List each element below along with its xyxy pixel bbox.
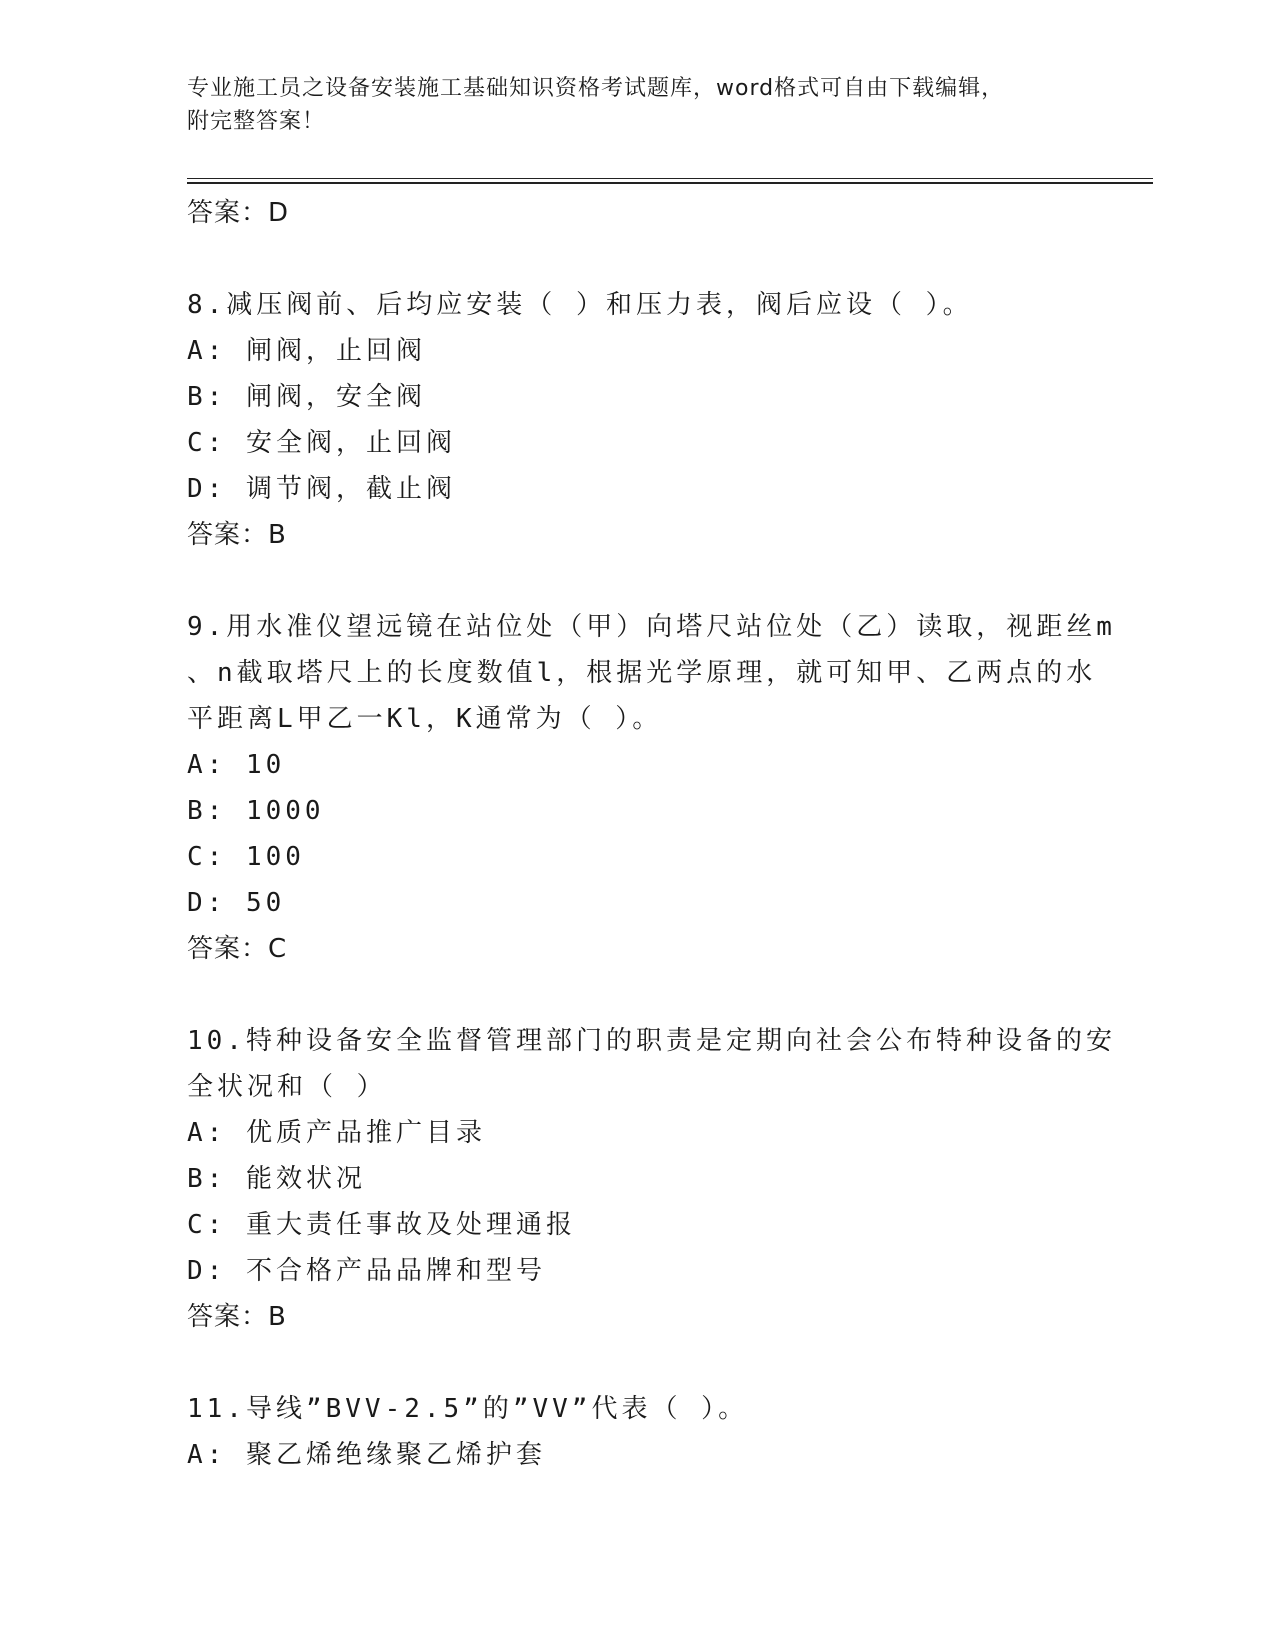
question-text: 8.减压阀前、后均应安装（ ）和压力表，阀后应设（ ）。 — [187, 290, 973, 320]
spacer — [187, 236, 1087, 282]
option-c: C: 100 — [187, 842, 305, 872]
option-d: D: 50 — [187, 888, 286, 918]
answer-line: 答案：B — [187, 1302, 287, 1332]
option-a: A: 10 — [187, 750, 286, 780]
option-d: D: 调节阀，截止阀 — [187, 474, 456, 504]
question-list — [187, 190, 1116, 1478]
header-line-1: 专业施工员之设备安装施工基础知识资格考试题库，word格式可自由下载编辑， — [187, 76, 1005, 101]
question-block — [187, 604, 1116, 972]
option-c: C: 重大责任事故及处理通报 — [187, 1210, 576, 1240]
answer-line: 答案：C — [187, 934, 288, 964]
option-b: B: 能效状况 — [187, 1164, 366, 1194]
question-text: 10.特种设备安全监督管理部门的职责是定期向社会公布特种设备的安 — [187, 1026, 1116, 1056]
option-a: A: 聚乙烯绝缘聚乙烯护套 — [187, 1440, 546, 1470]
header-divider-thin — [187, 178, 1153, 179]
question-block — [187, 1018, 1116, 1340]
option-a: A: 优质产品推广目录 — [187, 1118, 486, 1148]
header-divider-thick — [187, 182, 1153, 184]
answer-line: 答案：D — [187, 198, 290, 228]
question-block — [187, 1386, 1087, 1478]
spacer — [187, 1340, 1087, 1386]
question-text: 全状况和（ ） — [187, 1072, 387, 1102]
spacer — [187, 972, 1087, 1018]
option-a: A: 闸阀，止回阀 — [187, 336, 426, 366]
question-text: 11.导线”BVV-2.5”的”VV”代表（ ）。 — [187, 1394, 749, 1424]
document-header — [187, 72, 1087, 138]
question-text: 、n截取塔尺上的长度数值l，根据光学原理，就可知甲、乙两点的水 — [187, 658, 1097, 688]
answer-line: 答案：B — [187, 520, 287, 550]
spacer — [187, 558, 1087, 604]
question-text: 9.用水准仪望远镜在站位处（甲）向塔尺站位处（乙）读取，视距丝m — [187, 612, 1116, 642]
option-b: B: 闸阀，安全阀 — [187, 382, 426, 412]
option-b: B: 1000 — [187, 796, 325, 826]
option-c: C: 安全阀，止回阀 — [187, 428, 456, 458]
header-line-2: 附完整答案！ — [187, 109, 326, 134]
question-block — [187, 282, 1087, 558]
question-text: 平距离L甲乙一Kl，K通常为（ ）。 — [187, 704, 663, 734]
option-d: D: 不合格产品品牌和型号 — [187, 1256, 546, 1286]
